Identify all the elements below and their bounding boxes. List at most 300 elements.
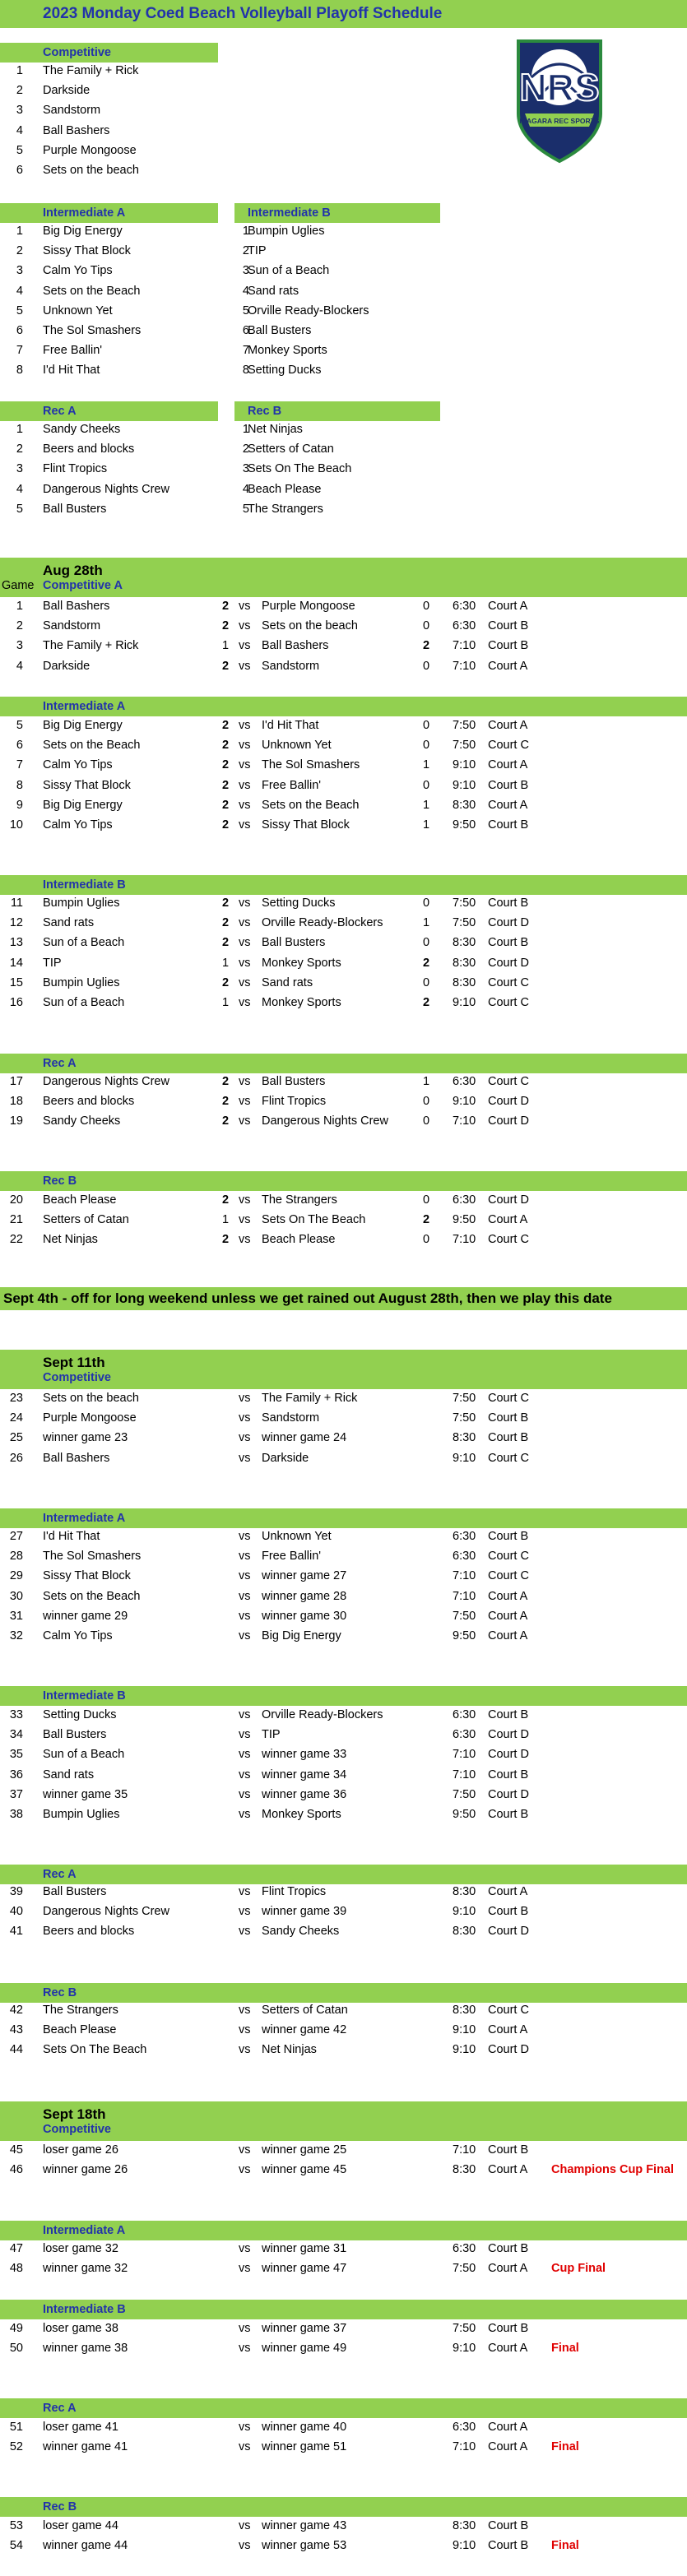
seed-number: 8 (16, 364, 23, 378)
team-home: TIP (43, 956, 62, 970)
game-number: 39 (9, 1885, 23, 1898)
game-time: 9:50 (453, 1629, 476, 1642)
seed-number: 2 (242, 244, 249, 258)
game-time: 8:30 (453, 1925, 476, 1939)
vs-label: vs (239, 916, 251, 930)
vs-label: vs (239, 619, 251, 633)
game-time: 9:10 (453, 758, 476, 772)
game-time: 7:10 (453, 1768, 476, 1781)
section-label: Rec A (43, 1868, 77, 1881)
section-label: Rec B (43, 2500, 77, 2513)
game-number: 30 (9, 1589, 23, 1603)
seed-number: 1 (242, 225, 249, 238)
game-number: 1 (16, 600, 23, 613)
team-away: winner game 25 (262, 2143, 347, 2157)
game-court: Court B (488, 1431, 529, 1445)
game-number: 22 (9, 1233, 23, 1247)
team-home: Sand rats (43, 1768, 95, 1781)
game-time: 8:30 (453, 798, 476, 812)
team-home: Ball Busters (43, 1885, 107, 1898)
game-time: 7:50 (453, 1411, 476, 1425)
team-away: Dangerous Nights Crew (262, 1114, 388, 1128)
standings-header-intermediate_b (234, 203, 440, 223)
team-away: Orville Ready-Blockers (262, 916, 383, 930)
seed-number: 8 (242, 364, 249, 378)
seed-number: 5 (16, 502, 23, 516)
team-name: Beach Please (248, 482, 322, 496)
team-away: winner game 53 (262, 2539, 347, 2553)
date-label: Sept 11th (43, 1355, 105, 1370)
game-court: Court D (488, 916, 529, 930)
seed-number: 7 (242, 344, 249, 358)
game-court: Court B (488, 619, 529, 633)
team-away: winner game 28 (262, 1589, 347, 1603)
score-away: 1 (423, 798, 430, 812)
final-label: Final (551, 2440, 579, 2454)
team-away: The Family + Rick (262, 1392, 358, 1405)
section-header-aug28-intermediate-a (0, 697, 687, 716)
game-number: 35 (9, 1748, 23, 1762)
team-name: Big Dig Energy (43, 225, 123, 238)
game-time: 8:30 (453, 975, 476, 989)
section-label: Competitive (43, 2123, 111, 2136)
score-away: 0 (423, 1095, 430, 1109)
seed-number: 7 (16, 344, 23, 358)
team-away: Sandy Cheeks (262, 1925, 340, 1939)
score-home: 2 (222, 600, 230, 613)
page-title: 2023 Monday Coed Beach Volleyball Playoff Schedule (43, 5, 443, 22)
game-time: 9:10 (453, 2539, 476, 2553)
team-away: Flint Tropics (262, 1095, 327, 1109)
score-home: 2 (222, 1075, 230, 1088)
vs-label: vs (239, 2539, 251, 2553)
team-name: Sets on the Beach (43, 284, 141, 298)
game-court: Court D (488, 1193, 529, 1207)
game-number: 28 (9, 1550, 23, 1564)
team-name: Darkside (43, 84, 91, 98)
team-home: Sandstorm (43, 619, 101, 633)
score-home: 2 (222, 1193, 230, 1207)
game-court: Court B (488, 2242, 529, 2255)
game-court: Court A (488, 2440, 528, 2454)
score-away: 1 (423, 758, 430, 772)
game-time: 7:50 (453, 897, 476, 910)
team-name: Monkey Sports (248, 344, 327, 358)
game-time: 6:30 (453, 1075, 476, 1088)
team-away: Monkey Sports (262, 956, 341, 970)
vs-label: vs (239, 2023, 251, 2037)
game-court: Court B (488, 778, 529, 792)
game-number: 34 (9, 1728, 23, 1742)
seed-number: 4 (16, 482, 23, 496)
game-time: 7:50 (453, 2322, 476, 2335)
section-label: Intermediate A (43, 700, 126, 713)
team-home: loser game 44 (43, 2519, 118, 2532)
team-away: Sets on the Beach (262, 798, 360, 812)
team-name: The Sol Smashers (43, 324, 142, 337)
seed-number: 4 (242, 482, 249, 496)
team-home: loser game 41 (43, 2421, 118, 2434)
team-name: Setters of Catan (248, 442, 334, 456)
seed-number: 3 (242, 462, 249, 476)
game-time: 8:30 (453, 2163, 476, 2177)
team-home: Big Dig Energy (43, 719, 123, 732)
game-number: 12 (9, 916, 23, 930)
vs-label: vs (239, 659, 251, 673)
vs-label: vs (239, 639, 251, 653)
vs-label: vs (239, 1589, 251, 1603)
team-name: Sun of a Beach (248, 264, 330, 278)
game-court: Court A (488, 1589, 528, 1603)
score-home: 2 (222, 936, 230, 950)
section-header-sept18-rec-b (0, 2497, 687, 2517)
standings-label: Intermediate B (248, 206, 331, 220)
score-away: 0 (423, 719, 430, 732)
game-court: Court A (488, 1885, 528, 1898)
vs-label: vs (239, 1431, 251, 1445)
game-number: 2 (16, 619, 23, 633)
game-number: 13 (9, 936, 23, 950)
team-name: Calm Yo Tips (43, 264, 113, 278)
logo-text: NRS (519, 66, 600, 109)
game-court: Court D (488, 1095, 529, 1109)
vs-label: vs (239, 1808, 251, 1821)
game-number: 3 (16, 639, 23, 653)
team-home: Ball Busters (43, 1728, 107, 1742)
game-time: 9:50 (453, 1808, 476, 1821)
team-home: Beach Please (43, 1193, 117, 1207)
vs-label: vs (239, 1550, 251, 1564)
standings-header-competitive (0, 43, 218, 63)
seed-number: 1 (16, 225, 23, 238)
vs-label: vs (239, 2043, 251, 2057)
team-home: Beach Please (43, 2023, 117, 2037)
team-name: Ball Bashers (43, 123, 110, 137)
score-away: 0 (423, 659, 430, 673)
game-time: 7:10 (453, 1233, 476, 1247)
game-number: 10 (9, 818, 23, 832)
section-header-sept18-intermediate-a (0, 2221, 687, 2240)
vs-label: vs (239, 1411, 251, 1425)
vs-label: vs (239, 936, 251, 950)
game-court: Court D (488, 2043, 529, 2057)
game-number: 51 (9, 2421, 23, 2434)
game-time: 6:30 (453, 1530, 476, 1543)
vs-label: vs (239, 1569, 251, 1583)
seed-number: 1 (242, 423, 249, 436)
game-time: 8:30 (453, 1431, 476, 1445)
game-number: 48 (9, 2262, 23, 2276)
team-home: winner game 26 (43, 2163, 128, 2177)
game-number: 47 (9, 2242, 23, 2255)
vs-label: vs (239, 956, 251, 970)
vs-label: vs (239, 778, 251, 792)
seed-number: 6 (16, 164, 23, 177)
team-home: Bumpin Uglies (43, 975, 120, 989)
seed-number: 2 (16, 244, 23, 258)
team-name: Sand rats (248, 284, 299, 298)
score-away: 2 (423, 996, 430, 1009)
vs-label: vs (239, 1193, 251, 1207)
standings-header-intermediate_a (0, 203, 218, 223)
team-away: Ball Busters (262, 1075, 326, 1088)
score-away: 0 (423, 897, 430, 910)
team-home: Setters of Catan (43, 1213, 129, 1227)
game-court: Court A (488, 758, 528, 772)
team-away: winner game 31 (262, 2242, 347, 2255)
game-number: 17 (9, 1075, 23, 1088)
section-header-aug28-rec-b (0, 1171, 687, 1191)
game-court: Court A (488, 2342, 528, 2356)
game-court: Court C (488, 1075, 529, 1088)
seed-number: 5 (242, 303, 249, 317)
team-home: Calm Yo Tips (43, 818, 113, 832)
team-home: The Sol Smashers (43, 1550, 142, 1564)
game-number: 19 (9, 1114, 23, 1128)
team-away: Sissy That Block (262, 818, 350, 832)
standings-header-rec_a (0, 401, 218, 421)
game-time: 6:30 (453, 1550, 476, 1564)
team-home: Sun of a Beach (43, 996, 125, 1009)
score-away: 0 (423, 739, 430, 753)
score-home: 1 (222, 1213, 230, 1227)
score-away: 0 (423, 778, 430, 792)
game-number: 8 (16, 778, 23, 792)
nrs-logo (513, 35, 606, 164)
standings-header-rec_b (234, 401, 440, 421)
vs-label: vs (239, 1392, 251, 1405)
vs-label: vs (239, 1629, 251, 1642)
game-number: 38 (9, 1808, 23, 1821)
team-name: Dangerous Nights Crew (43, 482, 169, 496)
game-number: 42 (9, 2004, 23, 2017)
team-home: winner game 32 (43, 2262, 128, 2276)
score-home: 2 (222, 818, 230, 832)
team-home: loser game 26 (43, 2143, 118, 2157)
standings-label: Competitive (43, 46, 111, 59)
game-time: 6:30 (453, 2421, 476, 2434)
seed-number: 3 (16, 104, 23, 118)
team-away: Flint Tropics (262, 1885, 327, 1898)
team-home: winner game 41 (43, 2440, 128, 2454)
game-number: 43 (9, 2023, 23, 2037)
vs-label: vs (239, 2242, 251, 2255)
game-court: Court A (488, 1213, 528, 1227)
vs-label: vs (239, 1885, 251, 1898)
team-home: Sissy That Block (43, 1569, 131, 1583)
team-home: Net Ninjas (43, 1233, 98, 1247)
team-away: Sandstorm (262, 659, 320, 673)
game-time: 9:10 (453, 1095, 476, 1109)
score-home: 2 (222, 975, 230, 989)
team-away: Sets On The Beach (262, 1213, 366, 1227)
game-time: 7:50 (453, 1787, 476, 1801)
game-court: Court D (488, 956, 529, 970)
game-number: 7 (16, 758, 23, 772)
game-court: Court B (488, 818, 529, 832)
game-court: Court B (488, 639, 529, 653)
team-away: winner game 45 (262, 2163, 347, 2177)
game-time: 7:10 (453, 2440, 476, 2454)
game-number: 49 (9, 2322, 23, 2335)
game-court: Court A (488, 2262, 528, 2276)
score-home: 1 (222, 956, 230, 970)
game-number: 24 (9, 1411, 23, 1425)
team-name: Unknown Yet (43, 303, 113, 317)
section-label: Intermediate A (43, 2224, 126, 2237)
score-home: 2 (222, 758, 230, 772)
team-home: winner game 38 (43, 2342, 128, 2356)
game-time: 7:10 (453, 1748, 476, 1762)
team-away: winner game 47 (262, 2262, 347, 2276)
game-court: Court C (488, 996, 529, 1009)
game-time: 7:50 (453, 1609, 476, 1623)
team-home: Purple Mongoose (43, 1411, 137, 1425)
game-court: Court D (488, 1728, 529, 1742)
game-time: 7:50 (453, 2262, 476, 2276)
game-number: 16 (9, 996, 23, 1009)
game-court: Court B (488, 1411, 529, 1425)
game-court: Court A (488, 2023, 528, 2037)
team-home: Setting Ducks (43, 1708, 117, 1721)
team-away: Beach Please (262, 1233, 336, 1247)
vs-label: vs (239, 739, 251, 753)
game-number: 31 (9, 1609, 23, 1623)
team-away: TIP (262, 1728, 281, 1742)
team-away: winner game 39 (262, 1905, 347, 1919)
game-number: 5 (16, 719, 23, 732)
score-home: 2 (222, 739, 230, 753)
team-home: winner game 44 (43, 2539, 128, 2553)
score-away: 0 (423, 619, 430, 633)
team-away: winner game 27 (262, 1569, 347, 1583)
game-number: 20 (9, 1193, 23, 1207)
game-court: Court B (488, 897, 529, 910)
game-number: 32 (9, 1629, 23, 1642)
game-time: 8:30 (453, 956, 476, 970)
seed-number: 1 (16, 423, 23, 436)
vs-label: vs (239, 1095, 251, 1109)
score-home: 2 (222, 619, 230, 633)
game-number: 37 (9, 1787, 23, 1801)
game-number: 6 (16, 739, 23, 753)
team-away: winner game 33 (262, 1748, 347, 1762)
game-time: 7:50 (453, 1392, 476, 1405)
vs-label: vs (239, 2004, 251, 2017)
section-label: Intermediate B (43, 2303, 126, 2316)
game-court: Court A (488, 719, 528, 732)
score-home: 2 (222, 916, 230, 930)
team-name: Free Ballin' (43, 344, 103, 358)
team-home: Sets on the beach (43, 1392, 139, 1405)
game-time: 8:30 (453, 1885, 476, 1898)
game-court: Court A (488, 2421, 528, 2434)
team-away: winner game 36 (262, 1787, 347, 1801)
final-label: Final (551, 2539, 579, 2553)
game-number: 29 (9, 1569, 23, 1583)
seed-number: 5 (242, 502, 249, 516)
score-away: 2 (423, 1213, 430, 1227)
game-court: Court C (488, 2004, 529, 2017)
team-home: loser game 38 (43, 2322, 118, 2335)
game-court: Court B (488, 2539, 529, 2553)
team-name: Setting Ducks (248, 364, 322, 378)
game-number: 53 (9, 2519, 23, 2532)
team-away: Free Ballin' (262, 778, 322, 792)
game-number: 9 (16, 798, 23, 812)
team-away: winner game 51 (262, 2440, 347, 2454)
seed-number: 6 (16, 324, 23, 337)
team-away: winner game 30 (262, 1609, 347, 1623)
team-home: winner game 29 (43, 1609, 128, 1623)
team-away: winner game 42 (262, 2023, 347, 2037)
game-number: 21 (9, 1213, 23, 1227)
game-time: 7:10 (453, 659, 476, 673)
vs-label: vs (239, 719, 251, 732)
vs-label: vs (239, 2322, 251, 2335)
vs-label: vs (239, 758, 251, 772)
team-name: Sandy Cheeks (43, 423, 121, 436)
team-name: Sets on the beach (43, 164, 139, 177)
team-home: winner game 35 (43, 1787, 128, 1801)
team-name: The Family + Rick (43, 64, 139, 77)
team-home: I'd Hit That (43, 1530, 100, 1543)
team-home: Ball Bashers (43, 600, 110, 613)
team-home: The Family + Rick (43, 639, 139, 653)
game-court: Court B (488, 1768, 529, 1781)
game-number: 11 (10, 897, 23, 910)
vs-label: vs (239, 600, 251, 613)
vs-label: vs (239, 2262, 251, 2276)
section-header-sept11-rec-b (0, 1983, 687, 2003)
notice-text: Sept 4th - off for long weekend unless we get rained out August 28th, then we play this date (3, 1290, 612, 1306)
section-label: Intermediate B (43, 878, 126, 892)
game-court: Court A (488, 659, 528, 673)
seed-number: 6 (242, 324, 249, 337)
seed-number: 4 (16, 123, 23, 137)
seed-number: 5 (16, 143, 23, 157)
vs-label: vs (239, 1905, 251, 1919)
score-away: 0 (423, 1233, 430, 1247)
score-away: 2 (423, 639, 430, 653)
team-name: Net Ninjas (248, 423, 303, 436)
seed-number: 2 (16, 84, 23, 98)
team-away: Monkey Sports (262, 996, 341, 1009)
score-home: 1 (222, 996, 230, 1009)
team-home: Big Dig Energy (43, 798, 123, 812)
game-time: 7:50 (453, 719, 476, 732)
game-court: Court B (488, 936, 529, 950)
team-name: Sandstorm (43, 104, 101, 118)
team-home: Darkside (43, 659, 91, 673)
game-time: 6:30 (453, 619, 476, 633)
game-number: 44 (9, 2043, 23, 2057)
game-time: 6:30 (453, 1728, 476, 1742)
game-court: Court B (488, 1530, 529, 1543)
page-title-bar (0, 0, 687, 28)
team-home: Sissy That Block (43, 778, 131, 792)
team-away: winner game 43 (262, 2519, 347, 2532)
seed-number: 3 (16, 462, 23, 476)
game-court: Court B (488, 2519, 529, 2532)
date-label: Sept 18th (43, 2106, 106, 2122)
score-away: 1 (423, 818, 430, 832)
game-court: Court A (488, 2163, 528, 2177)
seed-number: 3 (242, 264, 249, 278)
game-court: Court C (488, 975, 529, 989)
score-home: 2 (222, 659, 230, 673)
game-time: 9:50 (453, 1213, 476, 1227)
